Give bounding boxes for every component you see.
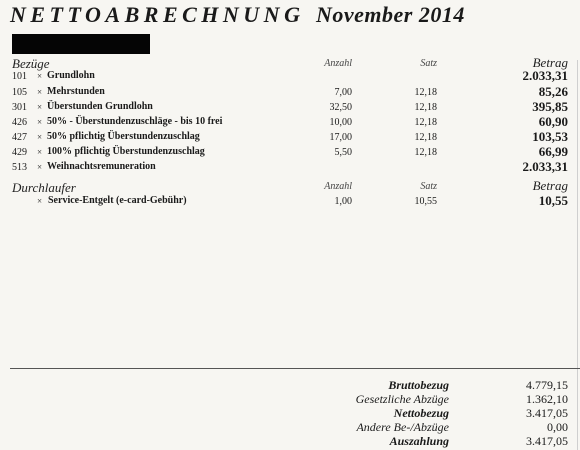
summary-label: Gesetzliche Abzüge	[355, 392, 449, 406]
durchlaufer-betrag: 10,55	[538, 193, 568, 208]
col-anzahl-header: Anzahl	[324, 58, 352, 69]
summary-label: Auszahlung	[389, 434, 449, 448]
wage-anzahl: 17,00	[329, 132, 352, 143]
summary-row	[0, 378, 580, 392]
wage-anzahl: 7,00	[334, 87, 352, 98]
row-marker: ×	[37, 132, 43, 142]
wage-label: 50% - Überstundenzuschläge - bis 10 frei	[47, 116, 223, 127]
summary-label: Nettobezug	[393, 406, 449, 420]
wage-betrag: 66,99	[538, 144, 568, 159]
row-marker: ×	[37, 162, 43, 172]
wage-code: 101	[12, 71, 27, 82]
wage-satz: 12,18	[414, 102, 437, 113]
title-label: NETTOABRECHNUNG	[10, 2, 305, 27]
table-row	[0, 86, 580, 99]
durchlaufer-label: Service-Entgelt (e-card-Gebühr)	[48, 195, 187, 206]
table-row	[0, 131, 580, 144]
col-betrag-header: Betrag	[532, 55, 568, 70]
wage-satz: 12,18	[414, 117, 437, 128]
summary-value: 1.362,10	[526, 392, 568, 406]
document-title	[10, 2, 465, 28]
summary-value: 3.417,05	[526, 406, 568, 420]
table-row	[0, 195, 580, 208]
wage-betrag: 103,53	[532, 129, 568, 144]
row-marker: ×	[37, 147, 43, 157]
wage-betrag: 2.033,31	[522, 68, 568, 83]
wage-label: Mehrstunden	[47, 86, 105, 97]
summary-value: 3.417,05	[526, 434, 568, 448]
table-row	[0, 70, 580, 83]
redacted-name-block	[12, 34, 150, 54]
summary-row	[0, 406, 580, 420]
wage-label: Überstunden Grundlohn	[47, 101, 153, 112]
summary-row	[0, 420, 580, 434]
col-anzahl-header: Anzahl	[324, 181, 352, 192]
summary-row	[0, 392, 580, 406]
summary-divider	[10, 368, 580, 369]
title-period: November 2014	[315, 2, 465, 27]
table-row	[0, 161, 580, 174]
table-row	[0, 101, 580, 114]
wage-code: 301	[12, 102, 27, 113]
wage-label: Weihnachtsremuneration	[47, 161, 156, 172]
wage-anzahl: 5,50	[334, 147, 352, 158]
row-marker: ×	[37, 117, 43, 127]
table-row	[0, 116, 580, 129]
wage-label: 100% pflichtig Überstundenzuschlag	[47, 146, 205, 157]
wage-satz: 12,18	[414, 87, 437, 98]
wage-label: Grundlohn	[47, 70, 95, 81]
summary-value: 0,00	[547, 420, 568, 434]
row-marker: ×	[37, 196, 43, 206]
wage-satz: 12,18	[414, 147, 437, 158]
col-satz-header: Satz	[420, 181, 437, 192]
summary-label: Bruttobezug	[388, 378, 449, 392]
row-marker: ×	[37, 87, 43, 97]
wage-code: 513	[12, 162, 27, 173]
section-bezuege-title: Bezüge	[12, 56, 50, 71]
wage-code: 426	[12, 117, 27, 128]
wage-code: 429	[12, 147, 27, 158]
summary-value: 4.779,15	[526, 378, 568, 392]
summary-row	[0, 434, 580, 448]
wage-betrag: 60,90	[538, 114, 568, 129]
wage-betrag: 395,85	[532, 99, 568, 114]
row-marker: ×	[37, 102, 43, 112]
wage-satz: 12,18	[414, 132, 437, 143]
wage-betrag: 85,26	[538, 84, 568, 99]
durchlaufer-satz: 10,55	[414, 196, 437, 207]
summary-label: Andere Be-/Abzüge	[356, 420, 449, 434]
table-row	[0, 146, 580, 159]
row-marker: ×	[37, 71, 43, 81]
durchlaufer-anzahl: 1,00	[334, 196, 352, 207]
wage-code: 427	[12, 132, 27, 143]
wage-label: 50% pflichtig Überstundenzuschlag	[47, 131, 200, 142]
col-satz-header: Satz	[420, 58, 437, 69]
section-durchlaufer-title: Durchlaufer	[12, 180, 76, 195]
wage-anzahl: 32,50	[329, 102, 352, 113]
wage-code: 105	[12, 87, 27, 98]
wage-betrag: 2.033,31	[522, 159, 568, 174]
wage-anzahl: 10,00	[329, 117, 352, 128]
col-betrag-header: Betrag	[532, 178, 568, 193]
